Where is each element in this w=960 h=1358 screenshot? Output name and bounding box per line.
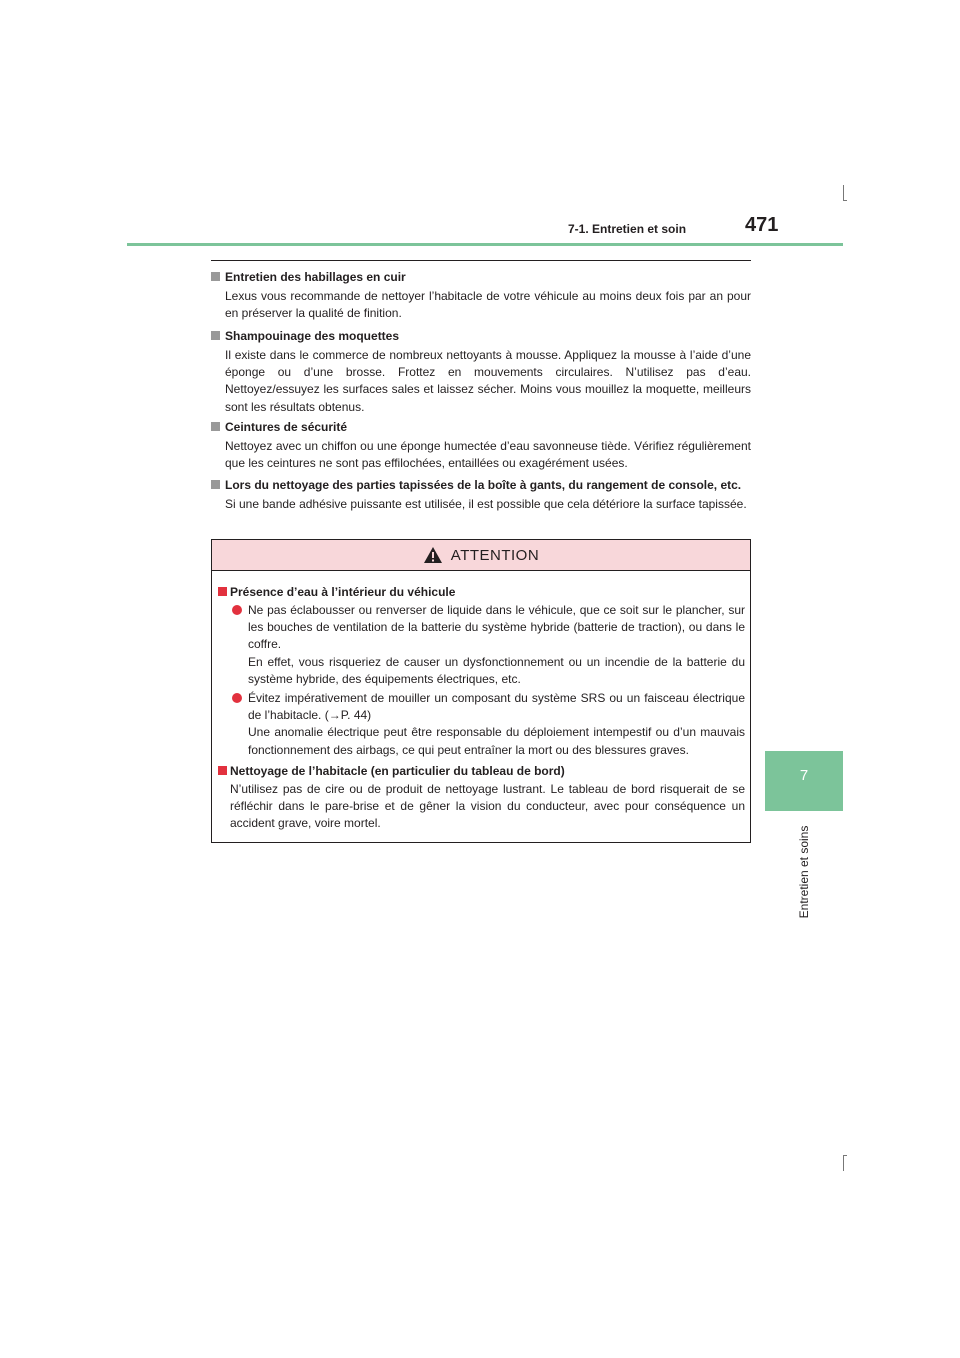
section-title <box>211 328 751 344</box>
chapter-label-wrap <box>795 822 813 922</box>
attention-body <box>218 584 745 836</box>
attention-bullet <box>218 690 745 759</box>
section-body: Lexus vous recommande de nettoyer l’habitacle de votre véhicule au moins deux fois par an pour en préserver la qualité de finition. <box>225 289 751 321</box>
section-body: Si une bande adhésive puissante est utilisée, il est possible que cela détériore la surface tapissée. <box>225 497 747 511</box>
round-bullet-icon <box>232 605 242 615</box>
attention-item-title <box>218 763 745 779</box>
section-title-text: Entretien des habillages en cuir <box>225 270 406 284</box>
attention-item-title-text: Nettoyage de l’habitacle (en particulier du tableau de bord) <box>230 763 565 778</box>
chapter-tab <box>765 751 843 811</box>
section-body: Nettoyez avec un chiffon ou une éponge humectée d’eau savonneuse tiède. Vérifiez régulièrement que les ceintures ne sont pas effilochées, entaillées ou exagérément usées. <box>225 439 751 471</box>
bullet-text: Une anomalie électrique peut être responsable du déploiement intempestif ou d’un mauvais fonctionnement des airbags, ce qui peut entraîner la mort ou des blessures graves. <box>248 725 745 757</box>
section-title <box>211 477 751 493</box>
attention-box <box>211 539 751 843</box>
attention-item-water <box>218 584 745 759</box>
attention-item-title-text: Présence d’eau à l’intérieur du véhicule <box>230 585 456 599</box>
chapter-number: 7 <box>799 767 809 784</box>
attention-item-body: N’utilisez pas de cire ou de produit de nettoyage lustrant. Le tableau de bord risquerait de se réfléchir dans le pare-brise et de gêner la vision du conducteur, avec pour conséquence un accident grave, voire mortel. <box>230 781 745 831</box>
square-bullet-icon <box>218 766 227 775</box>
section-title <box>211 269 751 285</box>
attention-bullet <box>218 602 745 688</box>
square-bullet-icon <box>218 587 227 596</box>
warning-triangle-icon <box>423 546 443 564</box>
crop-mark-top <box>843 185 844 201</box>
attention-header <box>212 540 750 571</box>
section-seatbelts <box>211 419 751 472</box>
page-number: 471 <box>745 214 779 236</box>
attention-title: ATTENTION <box>450 546 540 564</box>
bullet-text: Évitez impérativement de mouiller un composant du système SRS ou un faisceau électrique de l’habitacle. (→P. 44) <box>248 691 745 723</box>
square-bullet-icon <box>211 272 220 281</box>
section-carpet <box>211 328 751 416</box>
section-body: Il existe dans le commerce de nombreux nettoyants à mousse. Appliquez la mousse à l’aide d’une éponge ou d’une brosse. Frottez en mouvements circulaires. N’utilisez pas d’eau. Nettoyez/essuyez les surfaces sales et laissez sécher. Moins vous mouillez la moquette, meilleurs sont les résultats obtenus. <box>225 348 751 414</box>
section-leather <box>211 269 751 322</box>
section-title-text: Shampouinage des moquettes <box>225 329 400 343</box>
content-rule <box>211 260 751 261</box>
crop-mark-top-foot <box>843 200 847 201</box>
bullet-text: Ne pas éclabousser ou renverser de liquide dans le véhicule, que ce soit sur le plancher, sur les bouches de ventilation de la batterie du système hybride (batterie de traction), ou dans le coffre. <box>248 603 745 652</box>
bullet-text: En effet, vous risqueriez de causer un dysfonctionnement ou un incendie de la batterie du système hybride, des équipements électriques, etc. <box>248 654 745 686</box>
square-bullet-icon <box>211 422 220 431</box>
header-rule <box>127 243 843 246</box>
square-bullet-icon <box>211 331 220 340</box>
crop-mark-bottom-foot <box>843 1155 847 1156</box>
attention-item-title <box>218 584 745 600</box>
section-title <box>211 419 751 435</box>
section-title-text: Lors du nettoyage des parties tapissées de la boîte à gants, du rangement de console, etc. <box>225 478 742 492</box>
chapter-label: Entretien et soins <box>797 825 811 919</box>
round-bullet-icon <box>232 693 242 703</box>
attention-item-dashboard <box>218 763 745 833</box>
square-bullet-icon <box>211 480 220 489</box>
section-title-text: Ceintures de sécurité <box>225 420 348 434</box>
section-upholstery <box>211 477 751 513</box>
section-header: 7-1. Entretien et soin <box>568 222 687 236</box>
crop-mark-bottom <box>843 1155 844 1171</box>
